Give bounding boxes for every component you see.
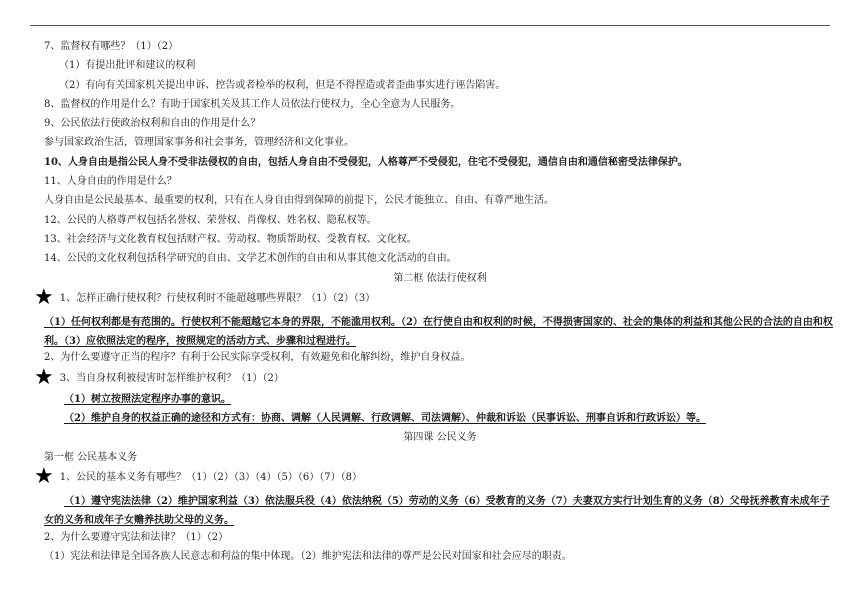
answer-9: 参与国家政治生活，管理国家事务和社会事务，管理经济和文化事业。 bbox=[44, 137, 354, 149]
header-rule bbox=[30, 25, 830, 26]
star-icon: ★ bbox=[34, 284, 54, 310]
answer-7-2: （2）有向有关国家机关提出申诉、控告或者检举的权利，但是不得捏造或者歪曲事实进行诬告陷害。 bbox=[59, 79, 506, 91]
answer-11: 人身自由是公民最基本、最重要的权利，只有在人身自由得到保障的前提下，公民才能独立、自由、有尊严地生活。 bbox=[44, 195, 554, 207]
section-heading-2: 第二框 依法行使权利 bbox=[393, 272, 487, 284]
answer-obey-law: （1）宪法和法律是全国各族人民意志和利益的集中体现。（2）维护宪法和法律的尊严是公民对国家和社会应尽的职责。 bbox=[44, 550, 572, 562]
question-9: 9、公民依法行使政治权利和自由的作用是什么？ bbox=[44, 118, 261, 130]
question-8: 8、监督权的作用是什么？有助于国家机关及其工作人员依法行使权力，全心全意为人民服务。 bbox=[44, 98, 461, 110]
star-icon: ★ bbox=[34, 364, 54, 390]
point-10: 10、人身自由是指公民人身不受非法侵权的自由，包括人身自由不受侵犯，人格尊严不受侵犯，住宅不受侵犯，通信自由和通信秘密受法律保护。 bbox=[44, 156, 688, 168]
star-icon: ★ bbox=[34, 463, 54, 489]
answer-protect-1: （1）树立按照法定程序办事的意识。 bbox=[64, 393, 231, 405]
answer-7-1: （1）有提出批评和建议的权利 bbox=[59, 60, 196, 72]
answer-exercise-rights: （1）任何权利都是有范围的。行使权利不能超越它本身的界限，不能滥用权利。（2）在行使自由和权利的时候，不得损害国家的、社会的集体的利益和其他公民的合法的自由和权利。（3）应依照法定的程序，按照规定的活动方式、步骤和过程进行。 bbox=[44, 316, 833, 348]
lesson-heading-4: 第四课 公民义务 bbox=[403, 432, 477, 444]
answer-basic-duties: （1）遵守宪法法律（2）维护国家利益（3）依法服兵役（4）依法纳税（5）劳动的义务（6）受教育的义务（7）夫妻双方实行计划生育的义务（8）父母抚养教育未成年子女的义务和成年子女赡养扶助父母的义务。 bbox=[44, 495, 830, 527]
point-13: 13、社会经济与文化教育权包括财产权、劳动权、物质帮助权、受教育权、文化权。 bbox=[44, 233, 417, 245]
question-basic-duties bbox=[34, 463, 836, 492]
question-7: 7、监督权有哪些？（1）（2） bbox=[44, 41, 179, 52]
question-text: 3、当自身权利被侵害时怎样维护权利？（1）（2） bbox=[59, 372, 284, 384]
question-text: 1、怎样正确行使权利？行使权利时不能超越哪些界限？（1）（2）（3） bbox=[59, 292, 376, 304]
point-14: 14、公民的文化权利包括科学研究的自由、文学艺术创作的自由和从事其他文化活动的自由。 bbox=[44, 253, 457, 265]
question-procedure: 2、为什么要遵守正当的程序？有利于公民实际享受权利，有效避免和化解纠纷，维护自身权益。 bbox=[44, 352, 471, 364]
answer-protect-2: （2）维护自身的权益正确的途径和方式有：协商、调解（人民调解、行政调解、司法调解）、仲裁和诉讼（民事诉讼、刑事自诉和行政诉讼）等。 bbox=[64, 413, 706, 425]
question-exercise-rights bbox=[34, 284, 836, 313]
section-heading-basic-duties: 第一框 公民基本义务 bbox=[44, 451, 138, 463]
question-obey-law: 2、为什么要遵守宪法和法律？（1）（2） bbox=[44, 531, 229, 543]
point-12: 12、公民的人格尊严权包括名誉权、荣誉权、肖像权、姓名权、隐私权等。 bbox=[44, 214, 377, 226]
question-11: 11、人身自由的作用是什么？ bbox=[44, 176, 177, 188]
question-text: 1、公民的基本义务有哪些？（1）（2）（3）（4）（5）（6）（7）（8） bbox=[59, 471, 362, 483]
document-body bbox=[34, 40, 836, 569]
question-protect-rights bbox=[34, 364, 836, 393]
